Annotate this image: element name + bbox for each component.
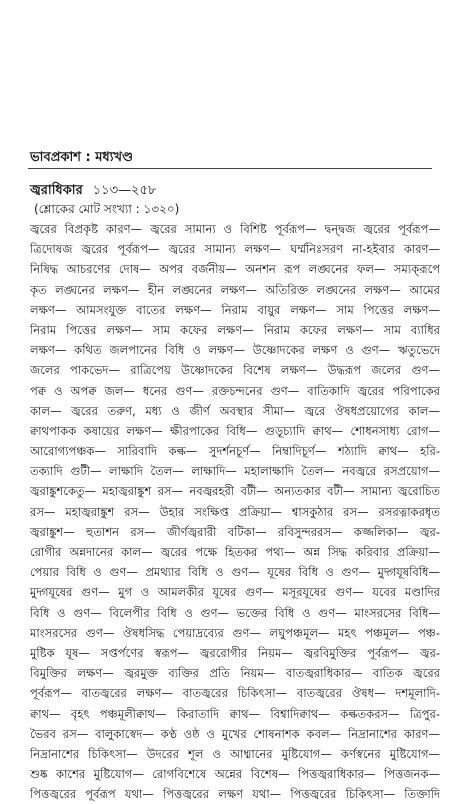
index-line: পূর্বরূপ— বাতজ্বরের লক্ষণ— বাতজ্বরের চিকিৎসা— বাতজ্বরের ঔষধ— দশমূলাদি- bbox=[30, 686, 440, 701]
section-title: জ্বরাধিকার bbox=[30, 183, 83, 198]
index-line: নিদ্রানাশের চিকিৎসা— উদরের শূল ও আধ্মানের মুষ্টিযোগ— কর্ণস্বনের মুষ্টিযোগ— bbox=[30, 746, 440, 761]
index-line: রস— মহাজ্বরাঙ্কুশ রস— উহার সংক্ষিপ্ত প্রক্রিয়া— শ্বাসকুঠার রস— রসরত্নাকরধৃত bbox=[30, 504, 440, 519]
heading-divider bbox=[28, 168, 432, 169]
index-line: রোগীর অন্নদানের কাল— জ্বরের পক্ষে হিতকর পথ্য— অন্ন সিদ্ধ করিবার প্রক্রিয়া— bbox=[30, 545, 440, 559]
section-verse-range: ১১৩—২৫৮ bbox=[92, 183, 157, 198]
index-line: কাল— জ্বরের তরুণ, মধ্য ও জীর্ণ অবস্থার সীমা— জ্বরে ঔষধপ্রয়োগের কাল— bbox=[30, 403, 440, 418]
index-line: মুদ্গযূষের গুণ— মুগ ও আমলকীর যূষের গুণ— মসূরযূষের গুণ— যবের মণ্ডাদির bbox=[30, 585, 440, 600]
index-line: তক্যাদি গুটী— লাক্ষাদি তৈল— লাক্ষাদি— মহালাক্ষাদি তৈল— নবজ্বরে রসপ্রয়োগ— bbox=[30, 464, 440, 479]
index-line: নিষিদ্ধ আচরণের দোষ— অপর বর্জনীয়— অনশন রূপ লঙ্ঘনের ফল— সম্যক্‌রূপে bbox=[30, 262, 440, 277]
topic-index-paragraph bbox=[30, 219, 440, 804]
index-line: জ্বরাঙ্কুশ— হুতাশন রস— জীর্ণজ্বরারী বটিকা— রবিসুন্দররস— কজ্জলিকা— জ্বর- bbox=[30, 524, 440, 539]
index-line: মুষ্টিক যূষ— সপ্তর্পণের স্বরূপ— জ্বররোগীর নিয়ম— জ্বরবিমুক্তির পূর্বরূপ— জ্বর- bbox=[30, 645, 440, 660]
index-line: জ্বরের বিপ্রকৃষ্ট কারণ— জ্বরের সামান্য ও বিশিষ্ট পূর্বরূপ— দ্বন্দ্বজ জ্বরের পূর্বরূপ— bbox=[30, 222, 440, 236]
index-line: জ্বরাঙ্কুশকেতু— মহাজ্বরাঙ্কুশ রস— নবজ্বরহরী বটী— অন্যতকার বটী— সামান্য জ্বরোচিত bbox=[30, 484, 440, 499]
index-line: ভৈরব রস— বালুকাস্বেদ— কণ্ঠ ওষ্ঠ ও মুখের শোষনাশক কবল— নিদ্রানাশের কারণ— bbox=[30, 726, 440, 741]
index-line: বিধি ও গুণ— বিলেপীর বিধি ও গুণ— ভক্তের বিধি ও গুণ— মাংসরসের বিধি— bbox=[30, 605, 440, 620]
section-heading bbox=[30, 181, 156, 202]
index-line: পিত্তজ্বরের পূর্বরূপ যথা— পিত্তজ্বরের লক্ষণ যথা— পিত্তজ্বরের চিকিৎসা— তিক্তাদি bbox=[30, 787, 440, 802]
index-line: আরোগ্যপঞ্চক— সারিবাদি কল্ক— সুদর্শনচূর্ণ— নিম্বাদিচূর্ণ— শঠ্যাদি ক্বাথ— হরি- bbox=[30, 444, 440, 459]
index-line: নিরাম পিত্তের লক্ষণ— সাম কফের লক্ষণ— নিরাম কফের লক্ষণ— সাম ব্যাধির bbox=[30, 322, 440, 337]
book-part-heading: ভাবপ্রকাশ : মধ্যখণ্ড bbox=[30, 150, 134, 165]
index-line: ক্বাথপাকক কষায়ের লক্ষণ— ক্ষীরপাকের বিধি— গুড়ূচ্যাদি ক্বাথ— শোধনসাধ্য রোগ— bbox=[30, 423, 440, 438]
index-line: শুষ্ক কাশের মুষ্টিযোগ— রোগবিশেষে অন্নের বিশেষ— পিত্তজ্বরাধিকার— পিত্তজনক— bbox=[30, 767, 440, 782]
verse-count: (শ্লোকের মোট সংখ্যা : ১৩২০) bbox=[34, 202, 180, 216]
index-line: জলের পাকভেদ— রাত্রিপেয় উষ্ণোদকের বিশেষ লক্ষণ— উদ্ধরূপ জলের গুণ— bbox=[30, 363, 440, 378]
index-line: বিমুক্তির লক্ষণ— জ্বরমুক্ত ব্যক্তির প্রতি নিয়ম— বাতজ্বরাধিকার— বাতিক জ্বরের bbox=[30, 666, 440, 681]
index-line: ক্বাথ— বৃহৎ পঞ্চমূলীক্বাথ— কিরাতাদি ক্বাথ— বিশ্বাদিক্বাথ— কল্কতকরস— ত্রিপুর- bbox=[30, 706, 440, 721]
index-line: ত্রিদোষজ জ্বরের পূর্বরূপ— জ্বরের সামান্য লক্ষণ— ঘর্ম্মনিঃসরণ না-হইবার কারণ— bbox=[30, 242, 440, 257]
index-line: পক্ব ও অপক্ব জল— ধনের গুণ— রক্তচন্দনের গুণ— বাতিকাদি জ্বরের পরিপাকের bbox=[30, 383, 440, 398]
index-line: লক্ষণ— কথিত জলপানের বিধি ও লক্ষণ— উষ্ণোদকের লক্ষণ ও গুণ— ঋতুভেদে bbox=[30, 343, 440, 358]
index-line: পেয়ার বিধি ও গুণ— প্রমথ্যার বিধি ও গুণ— যূষের বিধি ও গুণ— মুদ্গযূষবিধি— bbox=[30, 565, 440, 580]
index-line: কৃত লঙ্ঘনের লক্ষণ— হীন লঙ্ঘনের লক্ষণ— অতিরিক্ত লঙ্ঘনের লক্ষণ— আমের bbox=[30, 282, 440, 297]
index-line: লক্ষণ— আমসংযুক্ত বাতের লক্ষণ— নিরাম বায়ুর লক্ষণ— সাম পিত্তের লক্ষণ— bbox=[30, 302, 440, 317]
index-line: মাংসরসের গুণ— ঔষধসিদ্ধ পেয়াদ্রব্যের গুণ— লঘুপঞ্চমূল— মহৎ পঞ্চমূল— পঞ্চ- bbox=[30, 625, 440, 640]
